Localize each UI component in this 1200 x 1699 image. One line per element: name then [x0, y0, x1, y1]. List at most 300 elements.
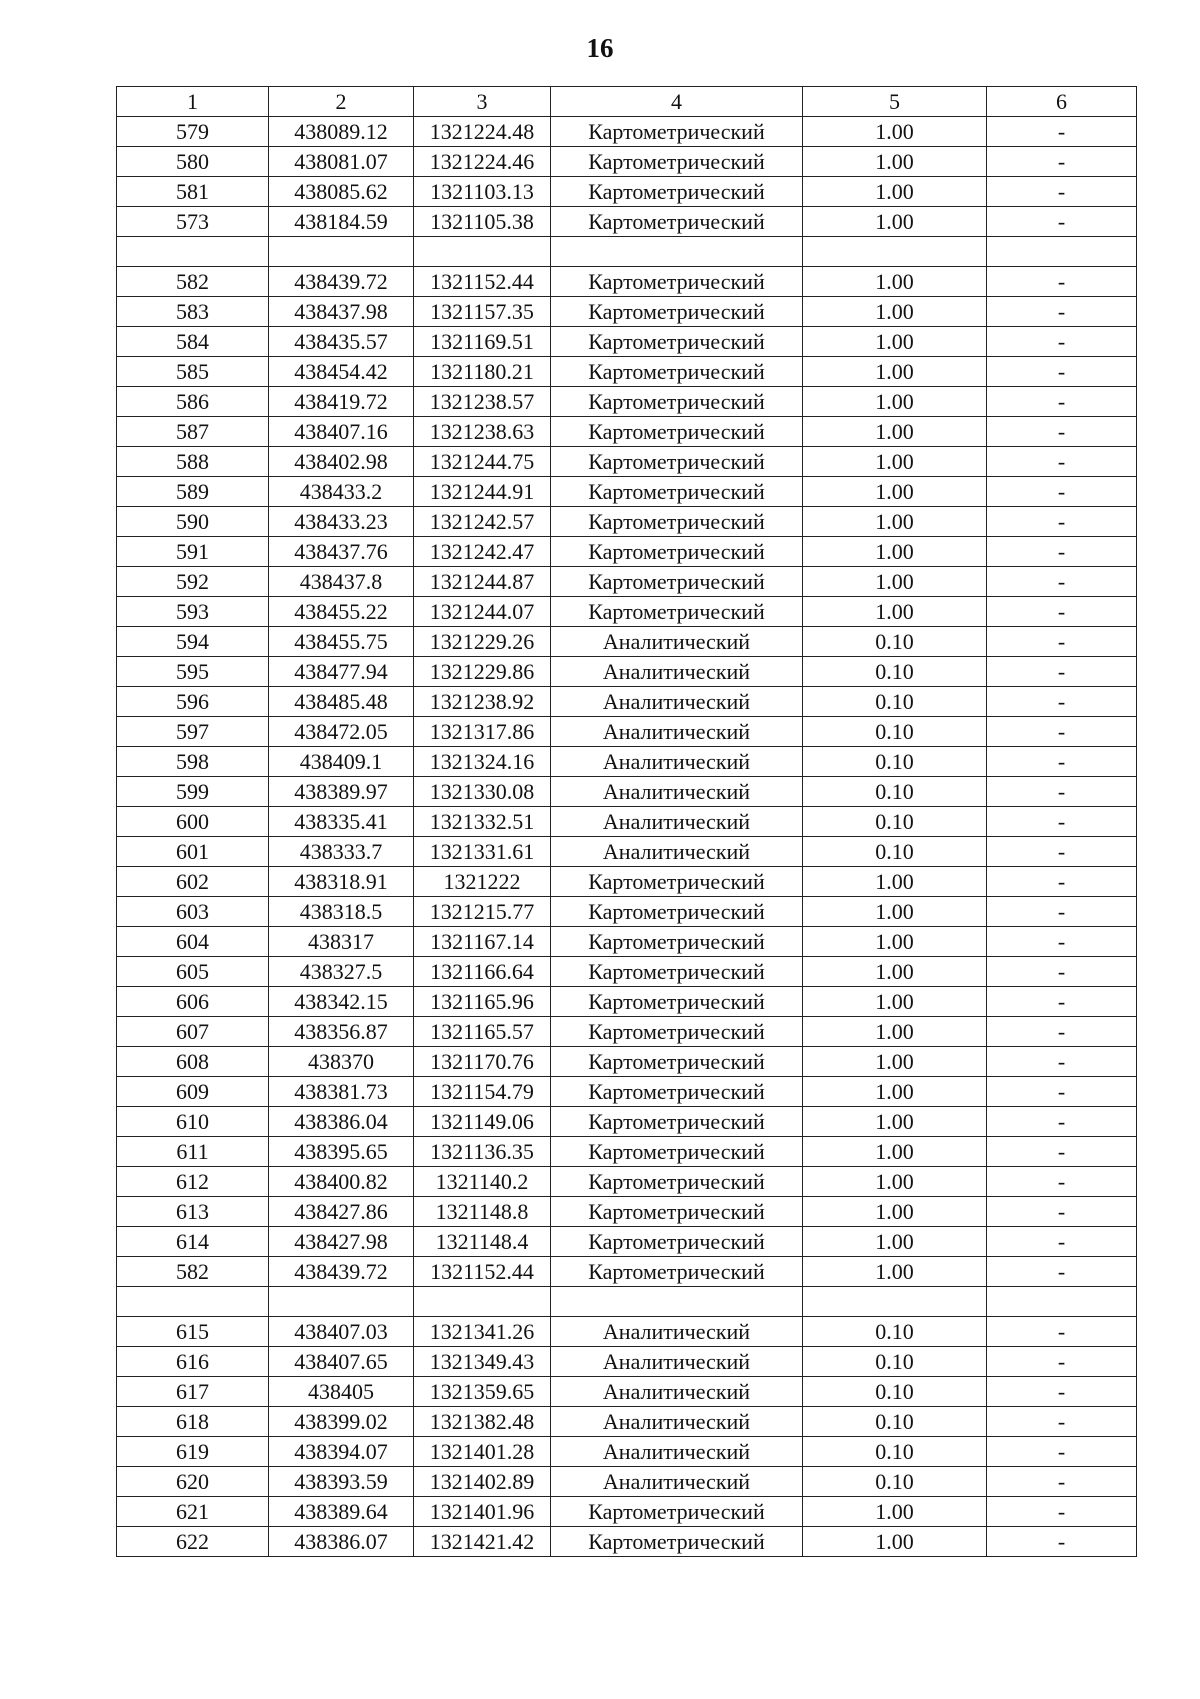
- note-cell: -: [987, 1497, 1137, 1527]
- y-coordinate-cell: 1321224.46: [414, 147, 551, 177]
- method-cell: Аналитический: [551, 627, 803, 657]
- table-row: [117, 627, 1137, 657]
- point-number-cell: 586: [117, 387, 269, 417]
- accuracy-cell: 1.00: [803, 267, 987, 297]
- y-coordinate-cell: 1321136.35: [414, 1137, 551, 1167]
- y-coordinate-cell: 1321169.51: [414, 327, 551, 357]
- note-cell: -: [987, 1107, 1137, 1137]
- method-cell: Картометрический: [551, 327, 803, 357]
- y-coordinate-cell: 1321244.91: [414, 477, 551, 507]
- note-cell: -: [987, 1377, 1137, 1407]
- note-cell: -: [987, 1347, 1137, 1377]
- accuracy-cell: 0.10: [803, 1377, 987, 1407]
- accuracy-cell: 0.10: [803, 627, 987, 657]
- accuracy-cell: 1.00: [803, 567, 987, 597]
- note-cell: -: [987, 147, 1137, 177]
- accuracy-cell: 0.10: [803, 807, 987, 837]
- method-cell: Картометрический: [551, 177, 803, 207]
- method-cell: Картометрический: [551, 357, 803, 387]
- accuracy-cell: 1.00: [803, 207, 987, 237]
- point-number-cell: 594: [117, 627, 269, 657]
- point-number-cell: 606: [117, 987, 269, 1017]
- x-coordinate-cell: 438386.04: [269, 1107, 414, 1137]
- point-number-cell: 592: [117, 567, 269, 597]
- table-row: [117, 1467, 1137, 1497]
- note-cell: -: [987, 687, 1137, 717]
- note-cell: -: [987, 807, 1137, 837]
- y-coordinate-cell: 1321149.06: [414, 1107, 551, 1137]
- x-coordinate-cell: [269, 237, 414, 267]
- table-row: [117, 297, 1137, 327]
- table-row: [117, 597, 1137, 627]
- accuracy-cell: 1.00: [803, 537, 987, 567]
- method-cell: Аналитический: [551, 1317, 803, 1347]
- point-number-cell: 617: [117, 1377, 269, 1407]
- point-number-cell: [117, 237, 269, 267]
- accuracy-cell: 1.00: [803, 1137, 987, 1167]
- point-number-cell: 615: [117, 1317, 269, 1347]
- accuracy-cell: 0.10: [803, 1467, 987, 1497]
- x-coordinate-cell: 438393.59: [269, 1467, 414, 1497]
- y-coordinate-cell: 1321229.26: [414, 627, 551, 657]
- table-row: [117, 1047, 1137, 1077]
- method-cell: Картометрический: [551, 267, 803, 297]
- method-cell: Аналитический: [551, 1437, 803, 1467]
- table-row: [117, 1287, 1137, 1317]
- point-number-cell: 611: [117, 1137, 269, 1167]
- table-row: [117, 777, 1137, 807]
- y-coordinate-cell: 1321349.43: [414, 1347, 551, 1377]
- accuracy-cell: 1.00: [803, 177, 987, 207]
- x-coordinate-cell: 438081.07: [269, 147, 414, 177]
- accuracy-cell: 1.00: [803, 987, 987, 1017]
- table-row: [117, 957, 1137, 987]
- note-cell: -: [987, 1317, 1137, 1347]
- table-row: [117, 1167, 1137, 1197]
- method-cell: Картометрический: [551, 1137, 803, 1167]
- column-header: 2: [269, 87, 414, 117]
- table-row: [117, 1347, 1137, 1377]
- x-coordinate-cell: 438085.62: [269, 177, 414, 207]
- point-number-cell: 602: [117, 867, 269, 897]
- method-cell: Аналитический: [551, 1347, 803, 1377]
- table-row: [117, 117, 1137, 147]
- method-cell: Картометрический: [551, 507, 803, 537]
- accuracy-cell: 1.00: [803, 1107, 987, 1137]
- point-number-cell: 605: [117, 957, 269, 987]
- note-cell: -: [987, 627, 1137, 657]
- x-coordinate-cell: 438318.91: [269, 867, 414, 897]
- page-number: 16: [586, 33, 614, 63]
- note-cell: -: [987, 987, 1137, 1017]
- note-cell: -: [987, 1527, 1137, 1557]
- note-cell: -: [987, 1437, 1137, 1467]
- y-coordinate-cell: 1321244.07: [414, 597, 551, 627]
- table-row: [117, 717, 1137, 747]
- note-cell: -: [987, 1077, 1137, 1107]
- accuracy-cell: 1.00: [803, 1167, 987, 1197]
- accuracy-cell: 0.10: [803, 1347, 987, 1377]
- table-row: [117, 177, 1137, 207]
- point-number-cell: 584: [117, 327, 269, 357]
- x-coordinate-cell: 438370: [269, 1047, 414, 1077]
- accuracy-cell: 1.00: [803, 327, 987, 357]
- x-coordinate-cell: 438439.72: [269, 1257, 414, 1287]
- note-cell: -: [987, 177, 1137, 207]
- y-coordinate-cell: 1321165.57: [414, 1017, 551, 1047]
- accuracy-cell: 1.00: [803, 1047, 987, 1077]
- y-coordinate-cell: 1321103.13: [414, 177, 551, 207]
- note-cell: -: [987, 327, 1137, 357]
- note-cell: -: [987, 1017, 1137, 1047]
- point-number-cell: 620: [117, 1467, 269, 1497]
- table-row: [117, 657, 1137, 687]
- y-coordinate-cell: 1321152.44: [414, 267, 551, 297]
- y-coordinate-cell: [414, 1287, 551, 1317]
- x-coordinate-cell: 438394.07: [269, 1437, 414, 1467]
- point-number-cell: 613: [117, 1197, 269, 1227]
- y-coordinate-cell: 1321317.86: [414, 717, 551, 747]
- y-coordinate-cell: 1321331.61: [414, 837, 551, 867]
- method-cell: Аналитический: [551, 807, 803, 837]
- table-row: [117, 387, 1137, 417]
- note-cell: -: [987, 927, 1137, 957]
- point-number-cell: 601: [117, 837, 269, 867]
- note-cell: -: [987, 747, 1137, 777]
- note-cell: -: [987, 1167, 1137, 1197]
- note-cell: -: [987, 387, 1137, 417]
- method-cell: Аналитический: [551, 747, 803, 777]
- x-coordinate-cell: 438477.94: [269, 657, 414, 687]
- column-header: 3: [414, 87, 551, 117]
- method-cell: Аналитический: [551, 717, 803, 747]
- y-coordinate-cell: 1321157.35: [414, 297, 551, 327]
- note-cell: -: [987, 1137, 1137, 1167]
- accuracy-cell: 0.10: [803, 1437, 987, 1467]
- accuracy-cell: 0.10: [803, 837, 987, 867]
- point-number-cell: 589: [117, 477, 269, 507]
- point-number-cell: 588: [117, 447, 269, 477]
- note-cell: -: [987, 267, 1137, 297]
- y-coordinate-cell: 1321421.42: [414, 1527, 551, 1557]
- table-row: [117, 417, 1137, 447]
- accuracy-cell: 0.10: [803, 747, 987, 777]
- table-row: [117, 1017, 1137, 1047]
- note-cell: -: [987, 117, 1137, 147]
- y-coordinate-cell: 1321332.51: [414, 807, 551, 837]
- x-coordinate-cell: 438342.15: [269, 987, 414, 1017]
- method-cell: Картометрический: [551, 1017, 803, 1047]
- method-cell: Аналитический: [551, 1407, 803, 1437]
- y-coordinate-cell: [414, 237, 551, 267]
- point-number-cell: 585: [117, 357, 269, 387]
- note-cell: -: [987, 867, 1137, 897]
- x-coordinate-cell: 438407.03: [269, 1317, 414, 1347]
- table-row: [117, 567, 1137, 597]
- table-row: [117, 1257, 1137, 1287]
- note-cell: -: [987, 957, 1137, 987]
- y-coordinate-cell: 1321229.86: [414, 657, 551, 687]
- point-number-cell: 582: [117, 1257, 269, 1287]
- table-row: [117, 807, 1137, 837]
- point-number-cell: 597: [117, 717, 269, 747]
- y-coordinate-cell: 1321401.28: [414, 1437, 551, 1467]
- note-cell: -: [987, 1227, 1137, 1257]
- column-header: 5: [803, 87, 987, 117]
- point-number-cell: [117, 1287, 269, 1317]
- table-body: [117, 87, 1137, 1557]
- method-cell: Аналитический: [551, 657, 803, 687]
- accuracy-cell: 1.00: [803, 477, 987, 507]
- y-coordinate-cell: 1321242.57: [414, 507, 551, 537]
- y-coordinate-cell: 1321152.44: [414, 1257, 551, 1287]
- y-coordinate-cell: 1321359.65: [414, 1377, 551, 1407]
- note-cell: -: [987, 357, 1137, 387]
- column-header: 4: [551, 87, 803, 117]
- method-cell: Картометрический: [551, 477, 803, 507]
- y-coordinate-cell: 1321402.89: [414, 1467, 551, 1497]
- accuracy-cell: 1.00: [803, 1077, 987, 1107]
- point-number-cell: 582: [117, 267, 269, 297]
- method-cell: Аналитический: [551, 837, 803, 867]
- point-number-cell: 591: [117, 537, 269, 567]
- y-coordinate-cell: 1321165.96: [414, 987, 551, 1017]
- note-cell: [987, 1287, 1137, 1317]
- x-coordinate-cell: 438433.2: [269, 477, 414, 507]
- method-cell: Картометрический: [551, 537, 803, 567]
- point-number-cell: 596: [117, 687, 269, 717]
- table-row: [117, 1317, 1137, 1347]
- x-coordinate-cell: 438455.22: [269, 597, 414, 627]
- point-number-cell: 619: [117, 1437, 269, 1467]
- point-number-cell: 598: [117, 747, 269, 777]
- x-coordinate-cell: 438389.64: [269, 1497, 414, 1527]
- x-coordinate-cell: 438402.98: [269, 447, 414, 477]
- y-coordinate-cell: 1321341.26: [414, 1317, 551, 1347]
- method-cell: Картометрический: [551, 1227, 803, 1257]
- point-number-cell: 610: [117, 1107, 269, 1137]
- method-cell: Картометрический: [551, 1527, 803, 1557]
- point-number-cell: 593: [117, 597, 269, 627]
- method-cell: Картометрический: [551, 147, 803, 177]
- point-number-cell: 581: [117, 177, 269, 207]
- x-coordinate-cell: 438455.75: [269, 627, 414, 657]
- method-cell: [551, 237, 803, 267]
- note-cell: -: [987, 1047, 1137, 1077]
- note-cell: -: [987, 417, 1137, 447]
- method-cell: Картометрический: [551, 417, 803, 447]
- x-coordinate-cell: 438439.72: [269, 267, 414, 297]
- accuracy-cell: 1.00: [803, 1257, 987, 1287]
- method-cell: Аналитический: [551, 777, 803, 807]
- x-coordinate-cell: 438437.98: [269, 297, 414, 327]
- y-coordinate-cell: 1321140.2: [414, 1167, 551, 1197]
- table-row: [117, 1527, 1137, 1557]
- point-number-cell: 603: [117, 897, 269, 927]
- y-coordinate-cell: 1321105.38: [414, 207, 551, 237]
- table-row: [117, 1107, 1137, 1137]
- x-coordinate-cell: 438437.76: [269, 537, 414, 567]
- x-coordinate-cell: 438427.86: [269, 1197, 414, 1227]
- method-cell: Картометрический: [551, 867, 803, 897]
- column-header: 6: [987, 87, 1137, 117]
- table-row: [117, 687, 1137, 717]
- y-coordinate-cell: 1321244.87: [414, 567, 551, 597]
- table-row: [117, 447, 1137, 477]
- point-number-cell: 622: [117, 1527, 269, 1557]
- point-number-cell: 612: [117, 1167, 269, 1197]
- x-coordinate-cell: 438407.16: [269, 417, 414, 447]
- table-row: [117, 237, 1137, 267]
- point-number-cell: 608: [117, 1047, 269, 1077]
- table-row: [117, 1497, 1137, 1527]
- table-row: [117, 987, 1137, 1017]
- method-cell: Аналитический: [551, 687, 803, 717]
- table-row: [117, 1197, 1137, 1227]
- point-number-cell: 607: [117, 1017, 269, 1047]
- method-cell: Аналитический: [551, 1377, 803, 1407]
- table-row: [117, 507, 1137, 537]
- x-coordinate-cell: 438089.12: [269, 117, 414, 147]
- accuracy-cell: 1.00: [803, 867, 987, 897]
- x-coordinate-cell: 438437.8: [269, 567, 414, 597]
- table-row: [117, 1227, 1137, 1257]
- table-row: [117, 1407, 1137, 1437]
- point-number-cell: 579: [117, 117, 269, 147]
- point-number-cell: 595: [117, 657, 269, 687]
- method-cell: Картометрический: [551, 1197, 803, 1227]
- table-row: [117, 147, 1137, 177]
- note-cell: -: [987, 207, 1137, 237]
- point-number-cell: 599: [117, 777, 269, 807]
- note-cell: -: [987, 447, 1137, 477]
- table-row: [117, 1437, 1137, 1467]
- y-coordinate-cell: 1321224.48: [414, 117, 551, 147]
- method-cell: Картометрический: [551, 957, 803, 987]
- point-number-cell: 616: [117, 1347, 269, 1377]
- x-coordinate-cell: 438427.98: [269, 1227, 414, 1257]
- table-row: [117, 1137, 1137, 1167]
- table-row: [117, 207, 1137, 237]
- method-cell: Картометрический: [551, 987, 803, 1017]
- point-number-cell: 609: [117, 1077, 269, 1107]
- y-coordinate-cell: 1321244.75: [414, 447, 551, 477]
- table-row: [117, 867, 1137, 897]
- note-cell: -: [987, 1197, 1137, 1227]
- accuracy-cell: 0.10: [803, 1407, 987, 1437]
- note-cell: -: [987, 1467, 1137, 1497]
- coordinates-table: [116, 86, 1137, 1557]
- table-row: [117, 327, 1137, 357]
- accuracy-cell: 0.10: [803, 657, 987, 687]
- accuracy-cell: 1.00: [803, 1527, 987, 1557]
- method-cell: Картометрический: [551, 897, 803, 927]
- table-row: [117, 537, 1137, 567]
- note-cell: [987, 237, 1137, 267]
- x-coordinate-cell: 438335.41: [269, 807, 414, 837]
- y-coordinate-cell: 1321238.63: [414, 417, 551, 447]
- accuracy-cell: [803, 237, 987, 267]
- method-cell: [551, 1287, 803, 1317]
- y-coordinate-cell: 1321222: [414, 867, 551, 897]
- accuracy-cell: 1.00: [803, 957, 987, 987]
- y-coordinate-cell: 1321215.77: [414, 897, 551, 927]
- method-cell: Картометрический: [551, 447, 803, 477]
- method-cell: Картометрический: [551, 1497, 803, 1527]
- point-number-cell: 621: [117, 1497, 269, 1527]
- x-coordinate-cell: 438317: [269, 927, 414, 957]
- x-coordinate-cell: 438405: [269, 1377, 414, 1407]
- column-header: 1: [117, 87, 269, 117]
- accuracy-cell: 0.10: [803, 777, 987, 807]
- point-number-cell: 614: [117, 1227, 269, 1257]
- x-coordinate-cell: 438395.65: [269, 1137, 414, 1167]
- y-coordinate-cell: 1321401.96: [414, 1497, 551, 1527]
- x-coordinate-cell: [269, 1287, 414, 1317]
- y-coordinate-cell: 1321382.48: [414, 1407, 551, 1437]
- accuracy-cell: 1.00: [803, 297, 987, 327]
- y-coordinate-cell: 1321238.92: [414, 687, 551, 717]
- x-coordinate-cell: 438386.07: [269, 1527, 414, 1557]
- x-coordinate-cell: 438435.57: [269, 327, 414, 357]
- table-row: [117, 747, 1137, 777]
- y-coordinate-cell: 1321166.64: [414, 957, 551, 987]
- method-cell: Картометрический: [551, 207, 803, 237]
- accuracy-cell: 1.00: [803, 387, 987, 417]
- accuracy-cell: [803, 1287, 987, 1317]
- point-number-cell: 587: [117, 417, 269, 447]
- y-coordinate-cell: 1321167.14: [414, 927, 551, 957]
- table-row: [117, 837, 1137, 867]
- table-row: [117, 1377, 1137, 1407]
- note-cell: -: [987, 507, 1137, 537]
- accuracy-cell: 1.00: [803, 147, 987, 177]
- accuracy-cell: 1.00: [803, 897, 987, 927]
- x-coordinate-cell: 438318.5: [269, 897, 414, 927]
- accuracy-cell: 1.00: [803, 417, 987, 447]
- y-coordinate-cell: 1321154.79: [414, 1077, 551, 1107]
- note-cell: -: [987, 837, 1137, 867]
- x-coordinate-cell: 438433.23: [269, 507, 414, 537]
- method-cell: Картометрический: [551, 1047, 803, 1077]
- x-coordinate-cell: 438327.5: [269, 957, 414, 987]
- method-cell: Картометрический: [551, 1077, 803, 1107]
- x-coordinate-cell: 438419.72: [269, 387, 414, 417]
- point-number-cell: 580: [117, 147, 269, 177]
- note-cell: -: [987, 1407, 1137, 1437]
- accuracy-cell: 1.00: [803, 1017, 987, 1047]
- note-cell: -: [987, 1257, 1137, 1287]
- y-coordinate-cell: 1321148.4: [414, 1227, 551, 1257]
- accuracy-cell: 1.00: [803, 1497, 987, 1527]
- note-cell: -: [987, 657, 1137, 687]
- accuracy-cell: 1.00: [803, 927, 987, 957]
- x-coordinate-cell: 438485.48: [269, 687, 414, 717]
- accuracy-cell: 1.00: [803, 1197, 987, 1227]
- method-cell: Картометрический: [551, 1107, 803, 1137]
- note-cell: -: [987, 297, 1137, 327]
- point-number-cell: 604: [117, 927, 269, 957]
- x-coordinate-cell: 438381.73: [269, 1077, 414, 1107]
- accuracy-cell: 1.00: [803, 447, 987, 477]
- table-row: [117, 357, 1137, 387]
- note-cell: -: [987, 717, 1137, 747]
- method-cell: Картометрический: [551, 1257, 803, 1287]
- note-cell: -: [987, 477, 1137, 507]
- note-cell: -: [987, 567, 1137, 597]
- accuracy-cell: 1.00: [803, 117, 987, 147]
- x-coordinate-cell: 438184.59: [269, 207, 414, 237]
